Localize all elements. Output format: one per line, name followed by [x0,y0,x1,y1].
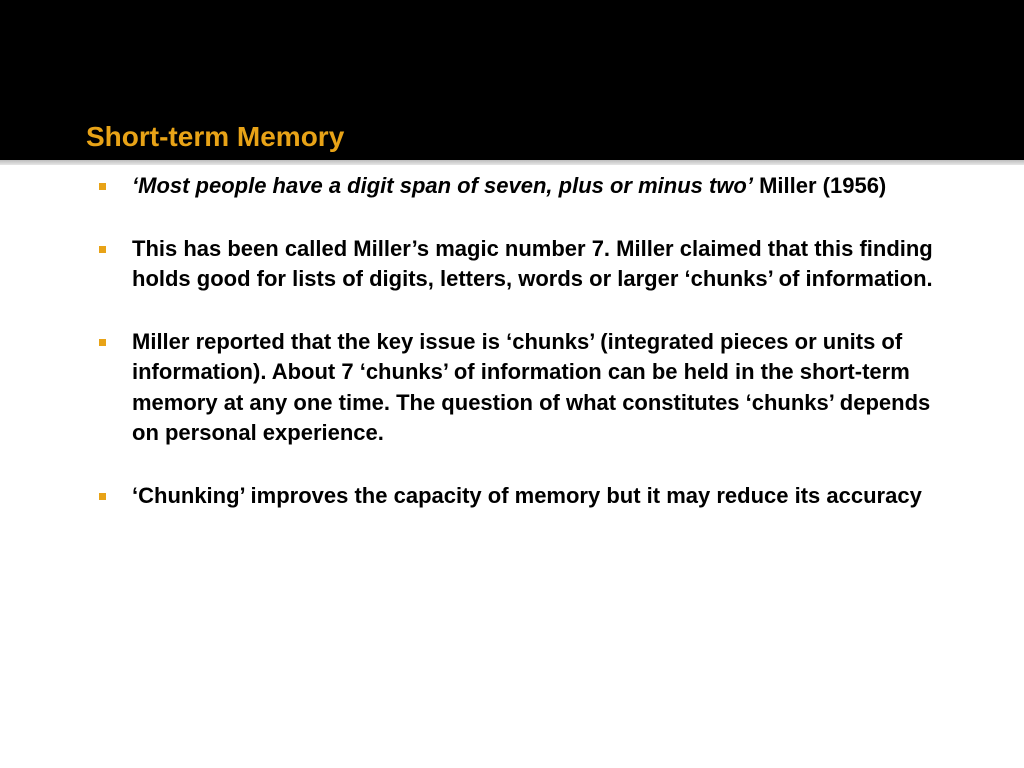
bullet-item-4 [96,481,956,512]
bullet-list [96,171,956,543]
bullet-item-2 [96,234,956,295]
bullet-item-1 [96,171,956,202]
bullet-citation: Miller (1956) [752,173,887,198]
square-bullet-icon [99,183,106,190]
bullet-quote: ‘Most people have a digit span of seven, plus or minus two’ [132,173,753,198]
bullet-text: Miller reported that the key issue is ‘chunks’ (integrated pieces or units of information). About 7 ‘chunks’ of information can be held in the short-term memory at any one time. The question of what constitutes ‘chunks’ depends on personal experience. [132,328,931,445]
bullet-text: This has been called Miller’s magic number 7. Miller claimed that this finding holds good for lists of digits, letters, words or larger ‘chunks’ of information. [132,235,933,291]
square-bullet-icon [99,246,106,253]
slide-title: Short-term Memory [86,121,345,152]
bullet-item-3 [96,327,956,449]
square-bullet-icon [99,493,106,500]
title-divider [0,160,1024,165]
bullet-text: ‘Chunking’ improves the capacity of memory but it may reduce its accuracy [132,482,922,508]
square-bullet-icon [99,339,106,346]
